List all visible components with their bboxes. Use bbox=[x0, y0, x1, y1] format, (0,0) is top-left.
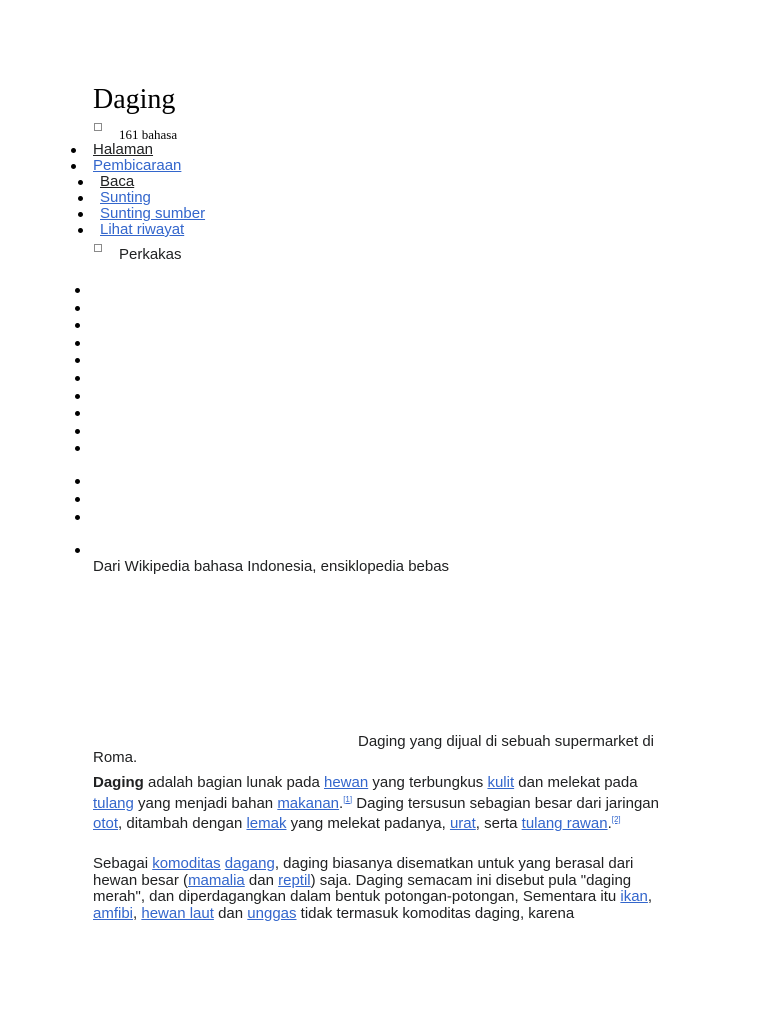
link-ikan[interactable]: ikan bbox=[620, 888, 648, 905]
tools-list-item[interactable] bbox=[75, 497, 80, 502]
language-count-button[interactable]: 161 bahasa bbox=[119, 127, 178, 142]
tools-list-item[interactable] bbox=[75, 358, 80, 363]
bullet-icon bbox=[71, 164, 76, 169]
link-amfibi[interactable]: amfibi bbox=[93, 904, 134, 922]
text: Sebagai bbox=[93, 855, 153, 872]
text: ) saja. Daging semacam ini disebut pula "daging merah", dan diperdagangkan dalam bentuk potongan-potongan, Sementara itu bbox=[93, 871, 632, 905]
link-mamalia[interactable]: mamalia bbox=[188, 871, 245, 889]
link-urat[interactable]: urat bbox=[449, 815, 476, 832]
tab-lihat-riwayat[interactable]: Lihat riwayat bbox=[100, 221, 185, 238]
link-komoditas[interactable]: komoditas bbox=[152, 855, 221, 872]
bullet-icon bbox=[78, 196, 83, 201]
link-lemak[interactable]: lemak bbox=[246, 815, 287, 832]
tab-sunting-sumber[interactable]: Sunting sumber bbox=[100, 205, 206, 222]
text: yang terbungkus bbox=[368, 774, 488, 791]
bullet-icon bbox=[78, 228, 83, 233]
link-hewan[interactable]: hewan bbox=[324, 774, 369, 791]
link-dagang[interactable]: dagang bbox=[224, 855, 275, 872]
text: dan bbox=[244, 871, 279, 889]
text: yang melekat padanya, bbox=[286, 815, 450, 832]
article-subject: Daging bbox=[93, 774, 144, 791]
tools-list-item[interactable] bbox=[75, 376, 80, 381]
image-caption-line-1: Daging yang dijual di sebuah supermarket di bbox=[358, 733, 655, 750]
tab-sunting[interactable]: Sunting bbox=[100, 189, 151, 206]
language-toggle-checkbox[interactable] bbox=[94, 123, 102, 131]
tools-list-item[interactable] bbox=[75, 288, 80, 293]
tools-list-item[interactable] bbox=[75, 429, 80, 434]
image-caption-line-2: Roma. bbox=[93, 749, 138, 766]
site-tagline: Dari Wikipedia bahasa Indonesia, ensiklopedia bebas bbox=[93, 558, 450, 575]
tab-pembicaraan[interactable]: Pembicaraan bbox=[93, 157, 182, 174]
bullet-icon bbox=[78, 212, 83, 217]
tools-list-item[interactable] bbox=[75, 548, 80, 553]
text: , bbox=[647, 888, 653, 905]
text: tidak termasuk komoditas daging, karena bbox=[296, 904, 575, 922]
tab-halaman[interactable]: Halaman bbox=[93, 141, 154, 158]
link-reptil[interactable]: reptil bbox=[278, 871, 311, 889]
tools-list-item[interactable] bbox=[75, 341, 80, 346]
link-tulang[interactable]: tulang bbox=[93, 794, 134, 812]
tools-toggle-checkbox[interactable] bbox=[94, 244, 102, 252]
tab-baca[interactable]: Baca bbox=[100, 173, 135, 190]
link-unggas[interactable]: unggas bbox=[247, 904, 297, 922]
tools-list-item[interactable] bbox=[75, 446, 80, 451]
link-hewan-laut[interactable]: hewan laut bbox=[141, 904, 214, 922]
link-kulit[interactable]: kulit bbox=[487, 774, 515, 791]
text: yang menjadi bahan bbox=[133, 794, 278, 812]
text: dan melekat pada bbox=[514, 774, 638, 791]
citation-ref-1[interactable]: [1] bbox=[343, 794, 353, 804]
bullet-icon bbox=[78, 180, 83, 185]
tools-menu-label[interactable]: Perkakas bbox=[119, 246, 182, 263]
text: Daging tersusun sebagian besar dari jaringan bbox=[352, 794, 659, 812]
text: , ditambah dengan bbox=[118, 815, 247, 832]
link-otot[interactable]: otot bbox=[93, 815, 119, 832]
link-makanan[interactable]: makanan bbox=[277, 794, 340, 812]
text: , serta bbox=[475, 815, 522, 832]
article-paragraph-2 bbox=[93, 856, 673, 922]
text: dan bbox=[213, 904, 248, 922]
tools-list-item[interactable] bbox=[75, 306, 80, 311]
tools-list-item[interactable] bbox=[75, 411, 80, 416]
link-tulang-rawan[interactable]: tulang rawan bbox=[521, 815, 608, 832]
tools-list-item[interactable] bbox=[75, 479, 80, 484]
tools-list-item[interactable] bbox=[75, 323, 80, 328]
citation-ref-2[interactable]: [2] bbox=[611, 815, 621, 824]
tools-list-item[interactable] bbox=[75, 515, 80, 520]
image-caption bbox=[358, 734, 654, 751]
page-title: Daging bbox=[93, 84, 176, 115]
article-image[interactable] bbox=[93, 600, 673, 725]
tools-list-item[interactable] bbox=[75, 394, 80, 399]
text: , daging biasanya disematkan untuk yang berasal dari hewan besar ( bbox=[93, 855, 634, 889]
text: adalah bagian lunak pada bbox=[143, 774, 324, 791]
article-paragraph-1: Daging adalah bagian lunak pada hewan yang terbungkus kulit dan melekat pada tulang yang menjadi bahan makanan.[1] Daging tersusun sebagian besar dari jaringan otot, ditambah dengan lemak yang melekat padanya, urat, serta tulang rawan.[2] bbox=[93, 774, 659, 832]
bullet-icon bbox=[71, 148, 76, 153]
text: , bbox=[133, 904, 142, 922]
